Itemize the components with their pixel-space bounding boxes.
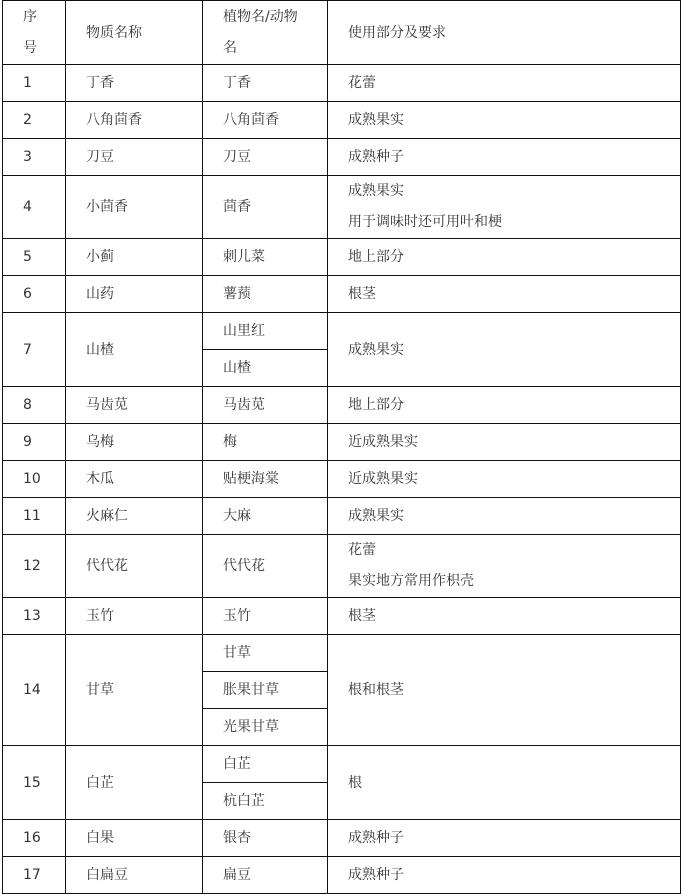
- substance-name: 火麻仁: [66, 498, 203, 535]
- usage-cell: [328, 498, 681, 535]
- usage-line: 根茎: [348, 608, 376, 624]
- source-name: 梅: [203, 424, 328, 461]
- usage-line: 根茎: [348, 286, 376, 302]
- row-number: 9: [3, 424, 66, 461]
- usage-cell: [328, 424, 681, 461]
- header-number-line: 号: [23, 39, 37, 56]
- table-row: [3, 102, 681, 139]
- source-name: 山楂: [203, 350, 328, 387]
- usage-line: 地上部分: [348, 249, 404, 265]
- table-row: [3, 857, 681, 894]
- substance-name: 丁香: [66, 65, 203, 102]
- substance-name: 白扁豆: [66, 857, 203, 894]
- usage-cell: [328, 65, 681, 102]
- table-row: [3, 65, 681, 102]
- substance-name: 甘草: [66, 635, 203, 746]
- source-name: 胀果甘草: [203, 672, 328, 709]
- row-number: 5: [3, 239, 66, 276]
- header-substance: 物质名称: [66, 1, 203, 65]
- usage-line: 花蕾: [348, 542, 376, 558]
- header-usage: 使用部分及要求: [328, 1, 681, 65]
- table-row: [3, 598, 681, 635]
- table-row: [3, 635, 681, 672]
- substance-name: 刀豆: [66, 139, 203, 176]
- table-row: [3, 535, 681, 598]
- usage-line: 成熟种子: [348, 149, 404, 165]
- substance-name: 木瓜: [66, 461, 203, 498]
- table-row: [3, 746, 681, 783]
- usage-line: 近成熟果实: [348, 434, 418, 450]
- row-number: 16: [3, 820, 66, 857]
- source-name: 光果甘草: [203, 709, 328, 746]
- usage-cell: [328, 598, 681, 635]
- usage-line: 成熟果实: [348, 183, 404, 199]
- usage-line: 花蕾: [348, 75, 376, 91]
- row-number: 1: [3, 65, 66, 102]
- row-number: 3: [3, 139, 66, 176]
- substance-name: 玉竹: [66, 598, 203, 635]
- source-name: 甘草: [203, 635, 328, 672]
- row-number: 17: [3, 857, 66, 894]
- substance-name: 小茴香: [66, 176, 203, 239]
- table-row: [3, 424, 681, 461]
- usage-line: 根和根茎: [348, 682, 404, 698]
- substance-name: 乌梅: [66, 424, 203, 461]
- source-name: 刀豆: [203, 139, 328, 176]
- substance-name: 马齿苋: [66, 387, 203, 424]
- usage-cell: [328, 635, 681, 746]
- substance-name: 代代花: [66, 535, 203, 598]
- row-number: 12: [3, 535, 66, 598]
- usage-line: 根: [348, 774, 362, 791]
- usage-line: 成熟种子: [348, 867, 404, 883]
- source-name: 刺儿菜: [203, 239, 328, 276]
- row-number: 10: [3, 461, 66, 498]
- source-name: 扁豆: [203, 857, 328, 894]
- usage-cell: [328, 461, 681, 498]
- row-number: 2: [3, 102, 66, 139]
- usage-cell: [328, 387, 681, 424]
- row-number: 8: [3, 387, 66, 424]
- table-row: [3, 313, 681, 350]
- table-row: [3, 461, 681, 498]
- row-number: 4: [3, 176, 66, 239]
- usage-cell: [328, 176, 681, 239]
- table-header-row: [3, 1, 681, 65]
- table-row: [3, 498, 681, 535]
- substance-name: 山药: [66, 276, 203, 313]
- header-source-line: 植物名/动物: [223, 8, 298, 25]
- row-number: 6: [3, 276, 66, 313]
- usage-cell: [328, 276, 681, 313]
- source-name: 薯蓣: [203, 276, 328, 313]
- substance-name: 小蓟: [66, 239, 203, 276]
- usage-line: 成熟果实: [348, 508, 404, 524]
- row-number: 13: [3, 598, 66, 635]
- header-number-line: 序: [23, 8, 37, 25]
- usage-cell: [328, 102, 681, 139]
- usage-cell: [328, 139, 681, 176]
- substance-table: [2, 0, 681, 894]
- row-number: 15: [3, 746, 66, 820]
- substance-name: 白果: [66, 820, 203, 857]
- usage-line: 成熟果实: [348, 112, 404, 128]
- source-name: 丁香: [203, 65, 328, 102]
- usage-cell: [328, 313, 681, 387]
- usage-cell: [328, 239, 681, 276]
- table-row: [3, 239, 681, 276]
- source-name: 杭白芷: [203, 783, 328, 820]
- usage-line: 地上部分: [348, 397, 404, 413]
- source-name: 山里红: [203, 313, 328, 350]
- header-source-line: 名: [223, 39, 237, 56]
- row-number: 11: [3, 498, 66, 535]
- usage-cell: [328, 535, 681, 598]
- usage-cell: [328, 820, 681, 857]
- table-row: [3, 139, 681, 176]
- usage-line: 果实地方常用作枳壳: [348, 573, 474, 589]
- row-number: 7: [3, 313, 66, 387]
- source-name: 八角茴香: [203, 102, 328, 139]
- table-row: [3, 276, 681, 313]
- substance-name: 山楂: [66, 313, 203, 387]
- table-row: [3, 176, 681, 239]
- table-row: [3, 820, 681, 857]
- header-source: [203, 1, 328, 65]
- source-name: 贴梗海棠: [203, 461, 328, 498]
- usage-line: 成熟种子: [348, 830, 404, 846]
- source-name: 马齿苋: [203, 387, 328, 424]
- substance-name: 八角茴香: [66, 102, 203, 139]
- table-row: [3, 387, 681, 424]
- row-number: 14: [3, 635, 66, 746]
- usage-line: 近成熟果实: [348, 471, 418, 487]
- source-name: 银杏: [203, 820, 328, 857]
- usage-cell: [328, 857, 681, 894]
- source-name: 代代花: [203, 535, 328, 598]
- source-name: 茴香: [203, 176, 328, 239]
- substance-name: 白芷: [66, 746, 203, 820]
- usage-line: 用于调味时还可用叶和梗: [348, 214, 502, 230]
- usage-line: 成熟果实: [348, 341, 404, 358]
- usage-cell: [328, 746, 681, 820]
- source-name: 白芷: [203, 746, 328, 783]
- source-name: 玉竹: [203, 598, 328, 635]
- header-number: [3, 1, 66, 65]
- source-name: 大麻: [203, 498, 328, 535]
